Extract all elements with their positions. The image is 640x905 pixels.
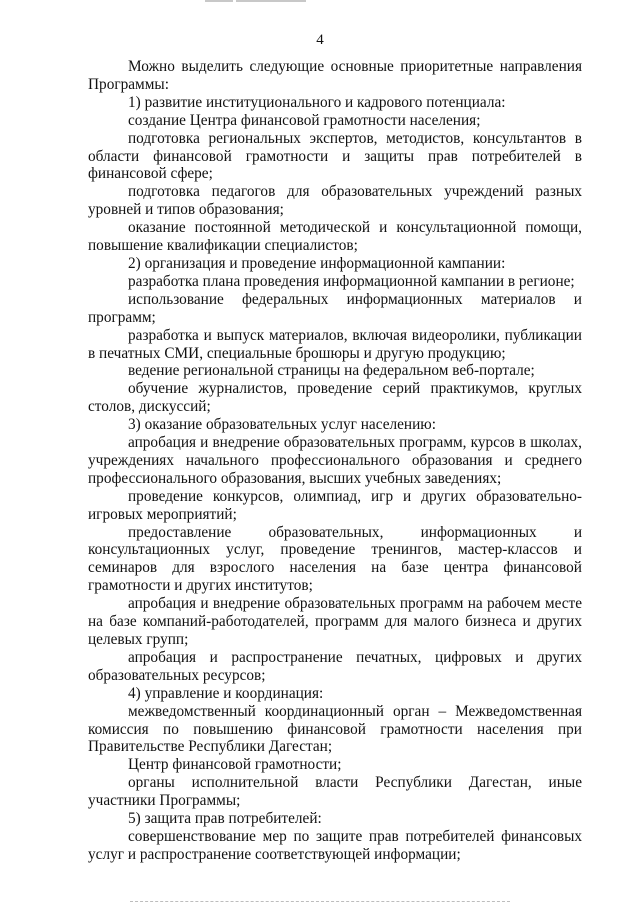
paragraph: оказание постоянной методической и консультационной помощи, повышение квалификации специалистов; — [88, 219, 582, 255]
paragraph: органы исполнительной власти Республики Дагестан, иные участники Программы; — [88, 774, 582, 810]
paragraph: апробация и внедрение образовательных программ на рабочем месте на базе компаний-работодателей, программ для малого бизнеса и других целевых групп; — [88, 595, 582, 648]
paragraph: 4) управление и координация: — [128, 684, 324, 702]
paragraph: разработка плана проведения информационной кампании в регионе; — [128, 272, 575, 290]
paragraph: 1) развитие институционального и кадрового потенциала: — [128, 93, 506, 111]
scan-artifact — [130, 901, 510, 903]
document-body — [88, 58, 582, 864]
paragraph: межведомственный координационный орган – Межведомственная комиссия по повышению финансовой грамотности населения при Правительстве Республики Дагестан; — [88, 702, 582, 756]
paragraph: совершенствование мер по защите прав потребителей финансовых услуг и распространение соответствующей информации; — [88, 827, 582, 863]
paragraph: разработка и выпуск материалов, включая видеоролики, публикации в печатных СМИ, специальные брошюры и другую продукцию; — [88, 326, 582, 362]
paragraph: предоставление образовательных, информационных и консультационных услуг, проведение тренингов, мастер-классов и семинаров для взрослого населения на базе центра финансовой грамотности и других институтов; — [88, 523, 582, 595]
paragraph: проведение конкурсов, олимпиад, игр и других образовательно-игровых мероприятий; — [88, 487, 582, 523]
scan-artifact — [236, 0, 306, 2]
paragraph: обучение журналистов, проведение серий практикумов, круглых столов, дискуссий; — [88, 380, 582, 416]
paragraph: использование федеральных информационных материалов и программ; — [88, 290, 582, 326]
paragraph: 5) защита прав потребителей: — [128, 810, 322, 828]
paragraph: ведение региональной страницы на федеральном веб-портале; — [128, 362, 535, 380]
paragraph: апробация и распространение печатных, цифровых и других образовательных ресурсов; — [88, 648, 582, 684]
paragraph: создание Центра финансовой грамотности населения; — [128, 111, 481, 129]
paragraph: подготовка педагогов для образовательных учреждений разных уровней и типов образования; — [88, 183, 582, 219]
paragraph: 3) оказание образовательных услуг населению: — [128, 416, 436, 434]
paragraph: Центр финансовой грамотности; — [128, 756, 342, 774]
paragraph: апробация и внедрение образовательных программ, курсов в школах, учреждениях начального профессионального образования и среднего профессионального образования, высших учебных заведениях; — [88, 434, 582, 487]
paragraph: подготовка региональных экспертов, методистов, консультантов в области финансовой грамотности и защиты прав потребителей в финансовой сфере; — [88, 129, 582, 183]
paragraph: Можно выделить следующие основные приоритетные направления Программы: — [88, 58, 582, 93]
page-number: 4 — [316, 32, 324, 48]
paragraph: 2) организация и проведение информационной кампании: — [128, 254, 506, 272]
scan-artifact — [205, 0, 233, 2]
